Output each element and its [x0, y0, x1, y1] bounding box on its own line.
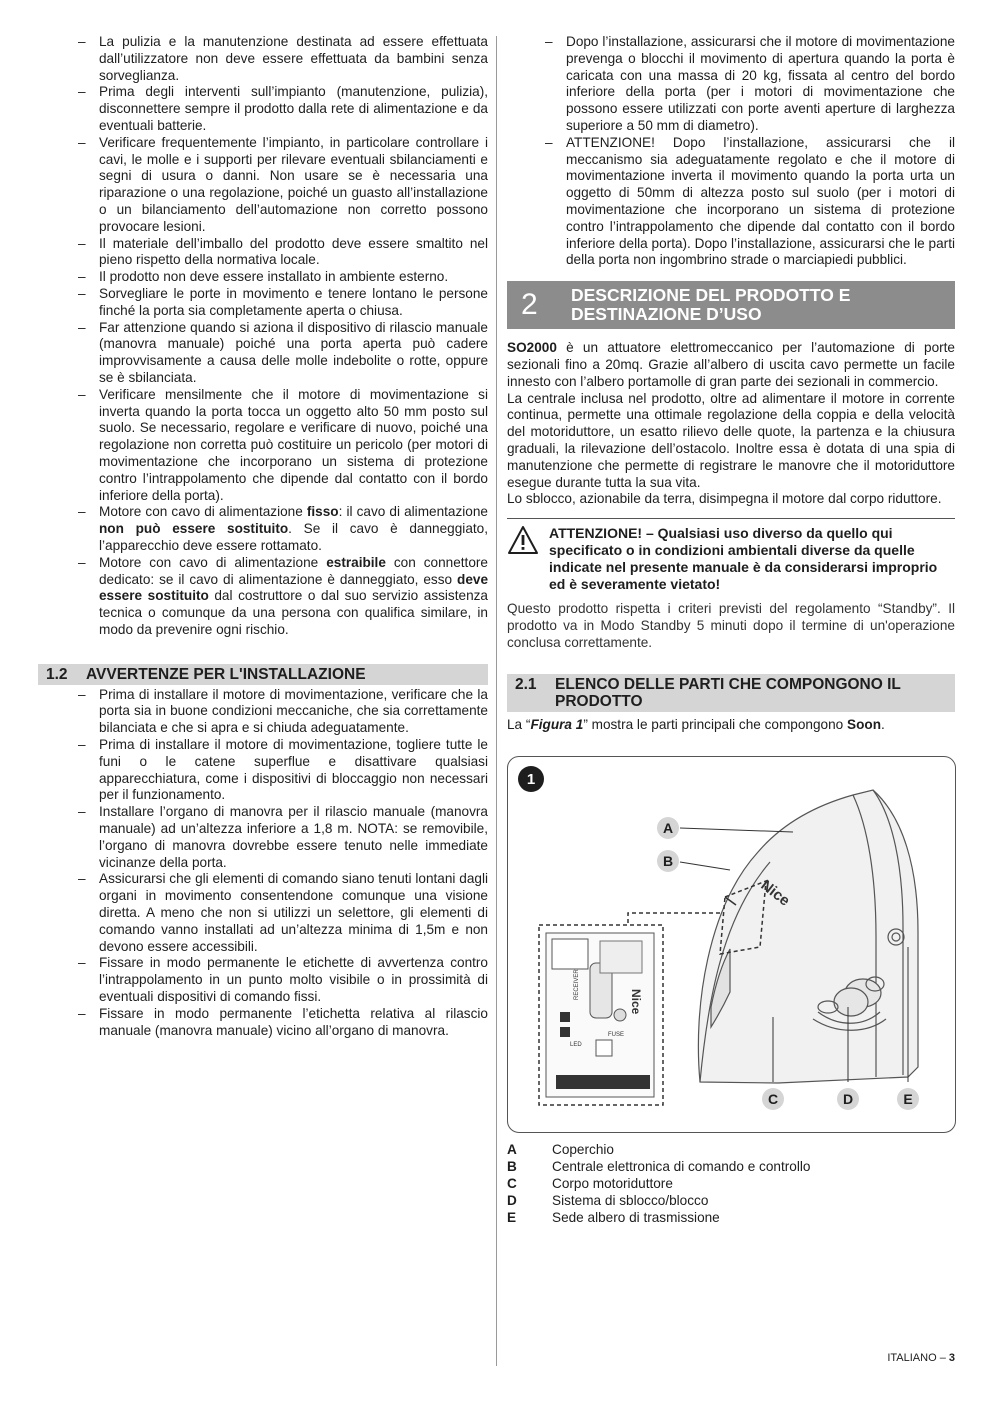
legend-key: A [507, 1142, 517, 1157]
text: . [881, 716, 885, 732]
bold-text: non può essere sostituito [99, 521, 289, 537]
installation-list [38, 687, 488, 1040]
text: ” mostra le parti principali che compongono [583, 716, 848, 732]
svg-text:D: D [842, 1091, 854, 1107]
legend-row [507, 1209, 810, 1226]
list-item: – Fissare in modo permanente le etichette di avvertenza contro l’intrappolamento in un punto molto visibile o in prossimità di eventuali dispositivi di comando fissi. [38, 955, 488, 1005]
text: : il cavo di alimentazione [338, 504, 488, 520]
list-item: – Il materiale dell’imballo del prodotto deve essere smaltito nel pieno rispetto della normativa locale. [38, 236, 488, 270]
page-number: 3 [948, 1352, 955, 1364]
figure-number: 1 [526, 771, 536, 788]
board-label-fuse: FUSE [608, 1032, 625, 1038]
legend-text: Corpo motoriduttore [552, 1176, 673, 1191]
product-name: SO2000 [507, 340, 557, 356]
svg-text:E: E [903, 1091, 913, 1107]
list-item: – Il prodotto non deve essere installato in ambiente esterno. [38, 269, 488, 286]
legend-key: D [507, 1193, 517, 1208]
intro-paragraph [507, 340, 955, 390]
legend-key: B [507, 1159, 517, 1174]
list-item: – ATTENZIONE! Dopo l’installazione, assicurarsi che il meccanismo sia adeguatamente regolato e che il motore di movimentazione inverta il movimento quando la porta urta un oggetto di 50mm di altezza posto sul suolo (per i motori di movimentazione che incorporano un sistema di protezione contro l’intrappolamento che dipende dal contatto con il bordo inferiore della porta). Dopo l’installazione, assicurarsi che le parti della porta non ingombrino strade o marciapiedi pubblici. [507, 135, 955, 269]
section-title: ELENCO DELLE PARTI CHE COMPONGONO IL PRODOTTO [555, 675, 901, 710]
brand-logo-text: Nice [757, 876, 793, 910]
paragraph: Lo sblocco, azionabile da terra, disimpegna il motore dal corpo riduttore. [507, 491, 942, 507]
left-column [38, 34, 488, 1039]
list-item: – Prima di installare il motore di movimentazione, togliere tutte le funi o le catene superflue e disattivare qualsiasi apparecchiatura, come i dispositivi di bloccaggio non necessari per il funzionamento. [38, 737, 488, 804]
list-item: – Prima di installare il motore di movimentazione, verificare che la porta sia in buone condizioni meccaniche, che sia correttamente bilanciata e che si apra e si chiuda adeguatamente. [38, 687, 488, 737]
svg-text:A: A [662, 820, 674, 836]
list-item: – Prima degli interventi sull’impianto (manutenzione, pulizia), disconnettere sempre il prodotto dalla rete di alimentazione e da eventuali batterie. [38, 84, 488, 134]
list-item: – Dopo l’installazione, assicurarsi che il motore di movimentazione prevenga o blocchi il movimento di apertura quando la porta è caricata con una massa di 20 kg, fissata al centro del bordo inferiore della porta (per i motori di movimentazione che possono essere utilizzati con porte aventi aperture di larghezza superiore a 50 mm di diametro). [507, 34, 955, 135]
motor-illustration [698, 790, 918, 1083]
figure-number-badge [518, 766, 544, 792]
column-divider [496, 36, 497, 1366]
list-item: – Verificare frequentemente l’impianto, in particolare controllare i cavi, le molle e i supporti per rilevare eventuali sbilanciamenti e segni di usura o danni. Non usare se è necessaria una riparazione o una regolazione, poiché un guasto all’installazione o un bilanciamento dell’automazione non corretto possono provocare lesioni. [38, 135, 488, 236]
figure-link-text: Figura 1 [530, 716, 584, 732]
list-item-removable-cable [38, 555, 488, 639]
list-item-fixed-cable [38, 504, 488, 554]
list-item: – Sorvegliare le porte in movimento e tenere lontano le persone finché la porta sia completamente aperta o chiusa. [38, 286, 488, 320]
legend-key: C [507, 1176, 517, 1191]
bold-text: estraibile [326, 554, 386, 570]
callout-b [657, 850, 679, 872]
figure-1 [507, 756, 956, 1133]
legend-row [507, 1141, 810, 1158]
text: con connettore dedicato: se il cavo di alimentazione è danneggiato, esso [99, 554, 488, 587]
legend-text: Sistema di sblocco/blocco [552, 1193, 709, 1208]
callout-c [762, 1088, 784, 1110]
board-label-receiver: RECEIVER [574, 969, 580, 1000]
section-number: 2.1 [515, 675, 537, 693]
warning-icon [507, 525, 539, 559]
callout-d [837, 1088, 859, 1110]
product-name: Soon [847, 716, 881, 732]
text: dal costruttore o dal suo servizio assistenza tecnica o comunque da una persona con qualifica similare, in modo da prevenire ogni rischio. [99, 588, 488, 637]
right-column [507, 34, 955, 733]
post-install-list [507, 34, 955, 269]
text: è un attuatore elettromeccanico per l’automazione di porte sezionali fino a 20mq. Grazie all’albero di uscita cavo permette un facile innesto con l’albero portamolle di gran parte dei sezionali in commercio. [507, 340, 955, 389]
svg-text:C: C [767, 1091, 779, 1107]
list-item: – Verificare mensilmente che il motore di movimentazione si inverta quando la porta tocca un oggetto alto 50 mm posto sul suolo. Se necessario, regolare e verificare di nuovo, poiché una regolazione non corretta può costituire un pericolo (per motori di movimentazione che incorporano un sistema di protezione contro l’intrappolamento che dipende dal contatto con il bordo inferiore della porta). [38, 387, 488, 505]
section-title [571, 286, 850, 324]
list-item: – Fissare in modo permanente l’etichetta relativa al rilascio manuale (manovra manuale) vicino all’organo di manovra. [38, 1006, 488, 1040]
safety-list [38, 34, 488, 639]
svg-text:B: B [662, 853, 674, 869]
board-brand-text: Nice [629, 989, 643, 1015]
section-number: 2 [521, 288, 538, 322]
list-item: – Assicurarsi che gli elementi di comando siano tenuti lontani dagli organi in movimento consentendone comunque una visione diretta. A meno che non si utilizzi un selettore, gli elementi di comando vanno installati ad un’altezza minima di 1,5m e non devono essere accessibili. [38, 871, 488, 955]
legend-key: E [507, 1210, 517, 1225]
list-item: – Far attenzione quando si aziona il dispositivo di rilascio manuale (manovra manuale) poiché una porta aperta può cadere improvvisamente a causa delle molle indebolite o rotte, oppure se è sbilanciata. [38, 320, 488, 387]
legend-text: Centrale elettronica di comando e controllo [552, 1159, 811, 1174]
callout-e [897, 1088, 919, 1110]
legend-row [507, 1192, 810, 1209]
text: La “ [507, 716, 531, 732]
legend-row [507, 1175, 810, 1192]
text: Motore con cavo di alimentazione [99, 554, 327, 570]
legend-text: Sede albero di trasmissione [552, 1210, 720, 1225]
callout-a [657, 817, 679, 839]
figure-reference [507, 717, 955, 734]
text: . Se il cavo è danneggiato, l’apparecchio deve essere rottamato. [99, 521, 488, 553]
section-title: AVVERTENZE PER L'INSTALLAZIONE [86, 665, 366, 683]
paragraph: Questo prodotto rispetta i criteri previsti del regolamento “Standby”. Il prodotto va in Modo Standby 5 minuti dopo il termine di un'operazione conclusa correttamente. [507, 601, 955, 650]
section-title-line: DESTINAZIONE D’USO [571, 304, 762, 325]
warning-box [507, 518, 955, 601]
paragraph: La centrale inclusa nel prodotto, oltre ad alimentare il motore in corrente continua, permette una ottimale regolazione della coppia e della velocità del motoriduttore, un esatto rilievo delle quote, la partenza e la chiusura graduali, la rilevazione dell’ostacolo. Inoltre essa è dotata di una spia di manutenzione che permette di registrare le manovre che il motoriduttore esegue durante tutta la sua vita. [507, 390, 955, 490]
list-item: – Installare l’organo di manovra per il rilascio manuale (manovra manuale) ad un’altezza inferiore a 1,8 m. NOTA: se removibile, l’organo di manovra dovrebbe essere tenuto nelle immediate vicinanze della porta. [38, 804, 488, 871]
section-heading-2-1 [507, 674, 955, 712]
section-heading-1-2 [38, 664, 488, 685]
bold-text: deve essere sostituito [99, 571, 488, 604]
footer-language: ITALIANO – [887, 1352, 949, 1364]
page-footer [887, 1350, 955, 1367]
warning-text: ATTENZIONE! – Qualsiasi uso diverso da quello qui specificato o in condizioni ambientali diverse da quelle indicate nel presente manuale è da considerarsi improprio ed è severamente vietato! [549, 525, 938, 593]
text: Motore con cavo di alimentazione [99, 504, 307, 520]
bold-text: fisso [306, 504, 339, 520]
section-heading-2 [507, 281, 955, 329]
board-label-led: LED [570, 1042, 582, 1048]
legend-text: Coperchio [552, 1142, 614, 1157]
list-item: – La pulizia e la manutenzione destinata ad essere effettuata dall’utilizzatore non deve essere effettuata da bambini senza sorveglianza. [38, 34, 488, 84]
legend-row [507, 1158, 810, 1175]
section-number: 1.2 [46, 665, 68, 683]
figure-legend [507, 1141, 810, 1226]
section-title-line: DESCRIZIONE DEL PRODOTTO E [571, 285, 851, 306]
control-board [539, 925, 663, 1105]
